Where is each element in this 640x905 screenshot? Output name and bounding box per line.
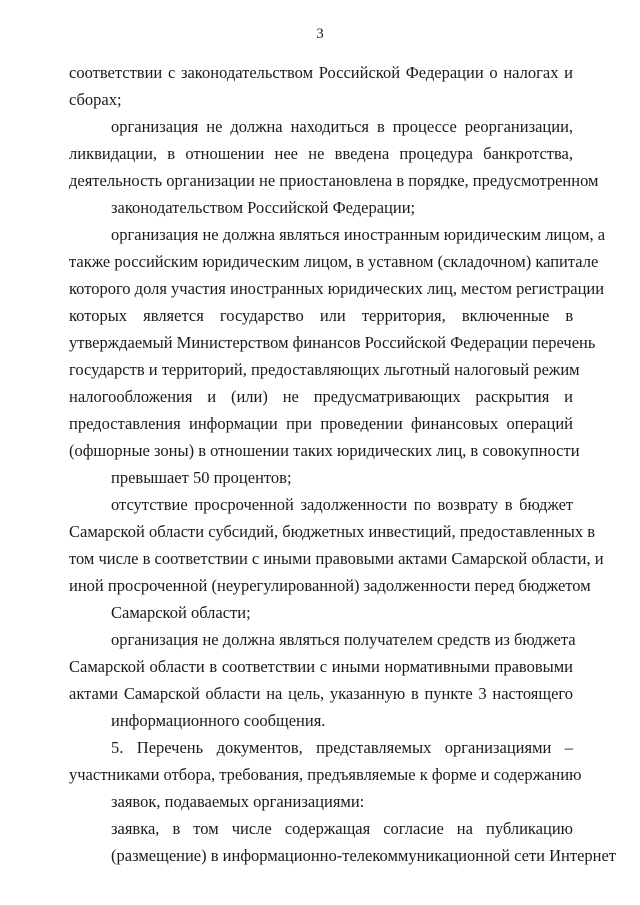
paragraph	[69, 221, 606, 491]
text-line: которых является государство или территория, включенные в	[69, 306, 574, 325]
text-line: (офшорные зоны) в отношении таких юридических лиц, в совокупности	[69, 441, 580, 460]
text-line: организация не должна являться иностранным юридическим лицом, а	[111, 225, 606, 244]
text-line: (размещение) в информационно-телекоммуникационной сети Интернет	[111, 846, 617, 865]
page-number: 3	[316, 26, 324, 42]
text-line: сборах;	[69, 90, 122, 109]
text-line: организация не должна являться получателем средств из бюджета	[111, 630, 576, 649]
text-line: налогообложения и (или) не предусматривающих раскрытия и	[69, 387, 573, 406]
paragraph	[69, 113, 599, 221]
paragraph	[69, 815, 617, 869]
text-line: деятельность организации не приостановлена в порядке, предусмотренном	[69, 171, 599, 190]
text-line: Самарской области в соответствии с иными нормативными правовыми	[69, 657, 574, 676]
text-line: актами Самарской области на цель, указанную в пункте 3 настоящего	[69, 684, 573, 703]
text-line: которого доля участия иностранных юридических лиц, местом регистрации	[69, 279, 605, 298]
paragraph	[69, 626, 576, 734]
text-line: информационного сообщения.	[111, 711, 326, 730]
text-line: соответствии с законодательством Российской Федерации о налогах и	[69, 63, 573, 82]
text-line: том числе в соответствии с иными правовыми актами Самарской области, и	[69, 549, 604, 568]
text-line: утверждаемый Министерством финансов Российской Федерации перечень	[69, 333, 596, 352]
paragraph	[69, 59, 573, 113]
text-line: отсутствие просроченной задолженности по возврату в бюджет	[111, 495, 574, 514]
text-line: государств и территорий, предоставляющих льготный налоговый режим	[69, 360, 580, 379]
text-line: организация не должна находиться в процессе реорганизации,	[111, 117, 574, 136]
text-line: Самарской области;	[111, 603, 251, 622]
text-line: предоставления информации при проведении финансовых операций	[69, 414, 573, 433]
text-line: также российским юридическим лицом, в уставном (складочном) капитале	[69, 252, 599, 271]
text-line: участниками отбора, требования, предъявляемые к форме и содержанию	[69, 765, 582, 784]
text-line: превышает 50 процентов;	[111, 468, 292, 487]
text-line: ликвидации, в отношении нее не введена процедура банкротства,	[69, 144, 573, 163]
text-line: заявка, в том числе содержащая согласие на публикацию	[111, 819, 573, 838]
text-line: 5. Перечень документов, представляемых организациями –	[111, 738, 573, 757]
text-line: законодательством Российской Федерации;	[111, 198, 416, 217]
text-line: заявок, подаваемых организациями:	[111, 792, 365, 811]
text-line: Самарской области субсидий, бюджетных инвестиций, предоставленных в	[69, 522, 596, 541]
document-body	[69, 59, 617, 869]
paragraph	[69, 734, 582, 815]
text-line: иной просроченной (неурегулированной) задолженности перед бюджетом	[69, 576, 591, 595]
paragraph	[69, 491, 604, 626]
